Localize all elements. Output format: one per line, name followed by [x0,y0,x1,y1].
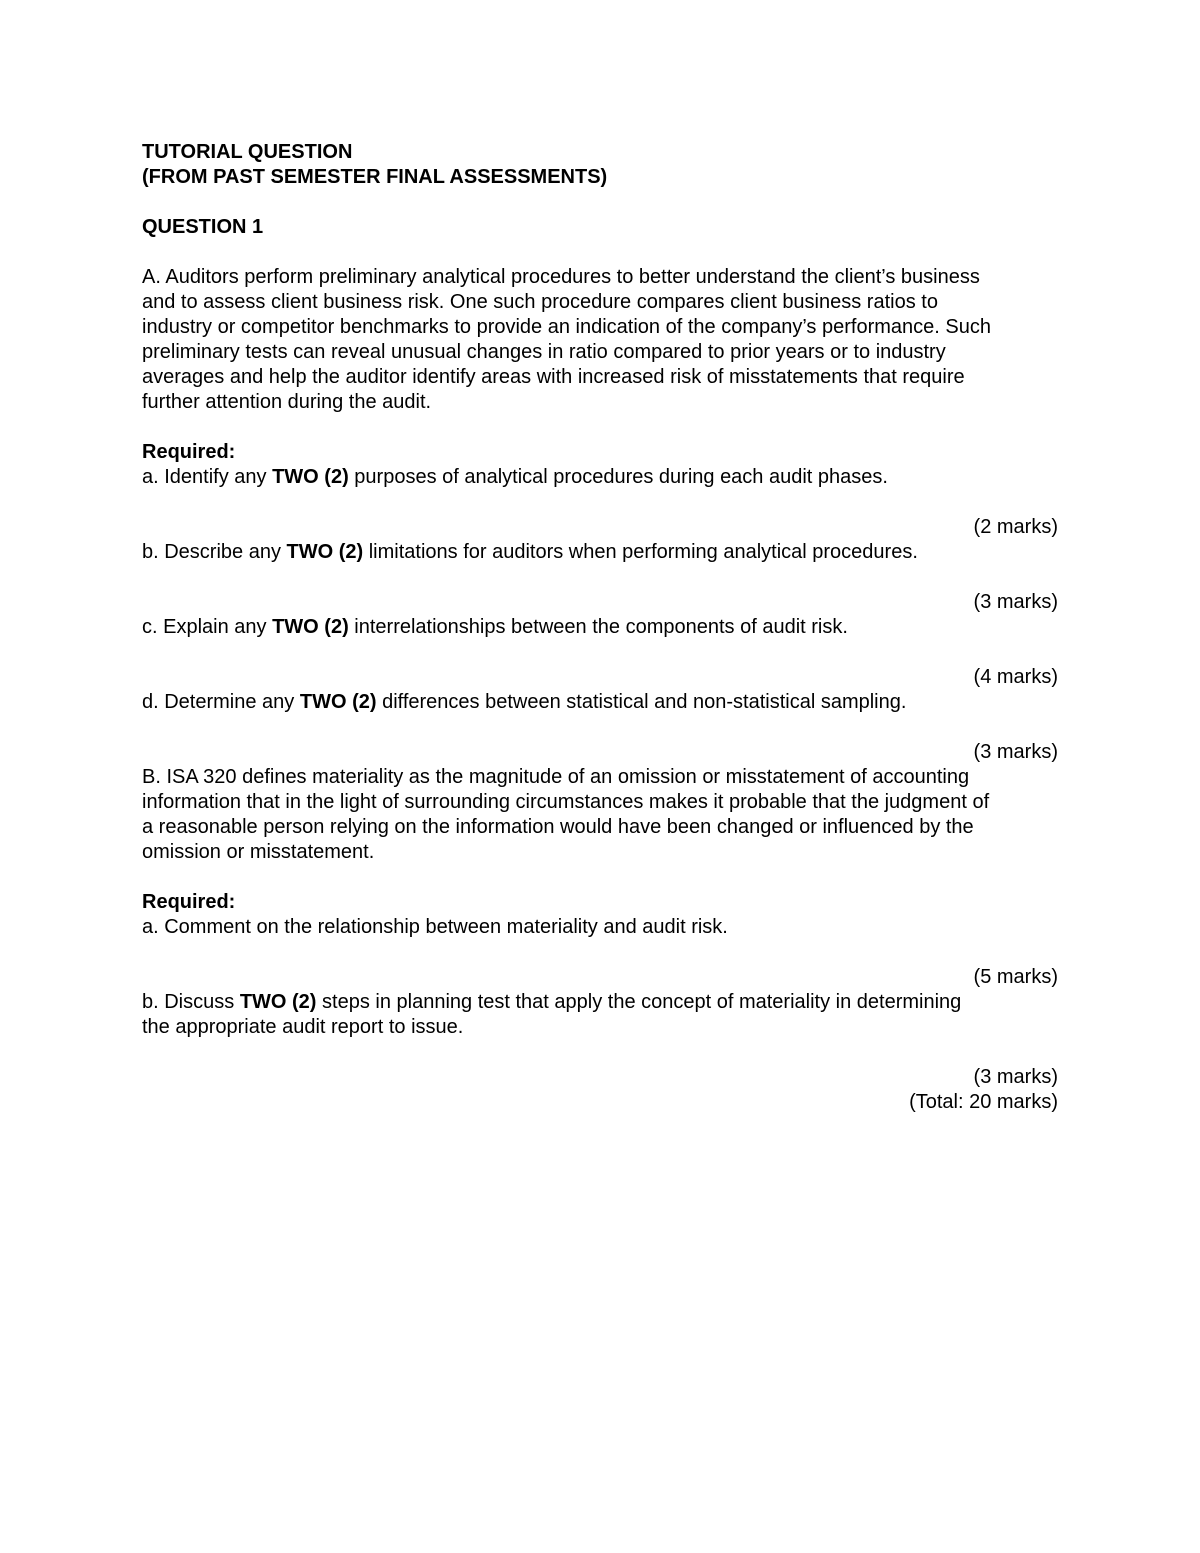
spacer [142,640,1058,665]
spacer [142,490,1058,515]
paragraph-line: averages and help the auditor identify areas with increased risk of misstatements that require [142,366,965,388]
item-text-pre: b. Discuss [142,991,240,1013]
document-heading [142,140,1058,190]
paragraph-line: industry or competitor benchmarks to provide an indication of the company’s performance. Such [142,316,991,338]
paragraph-line: A. Auditors perform preliminary analytical procedures to better understand the client’s business [142,266,980,288]
spacer [142,415,1058,440]
item-text-pre: d. Determine any [142,691,300,713]
marks-label: (3 marks) [973,1066,1058,1088]
item-text-bold: TWO (2) [272,466,349,488]
item-text-post: purposes of analytical procedures during each audit phases. [348,466,888,488]
item-text-bold: TWO (2) [239,991,317,1013]
paragraph-line: a reasonable person relying on the information would have been changed or influenced by the [142,816,974,838]
item-text-post: limitations for auditors when performing analytical procedures. [363,541,918,563]
spacer [142,865,1058,890]
paragraph-line: and to assess client business risk. One such procedure compares client business ratios to [142,291,938,313]
item-text-pre: b. Describe any [142,541,287,563]
paragraph-line: preliminary tests can reveal unusual changes in ratio compared to prior years or to industry [142,341,946,363]
question-item-b-a [142,915,1058,990]
required-label: Required: [142,441,236,463]
marks-label: (5 marks) [973,966,1058,988]
marks-label: (2 marks) [973,516,1058,538]
question-item-text [142,465,1058,490]
spacer [142,565,1058,590]
item-text-pre: a. Identify any [142,466,273,488]
question-title: QUESTION 1 [142,216,264,238]
question-item-b-b [142,990,1058,1115]
item-text-post: differences between statistical and non-statistical sampling. [376,691,907,713]
spacer [142,240,1058,265]
heading-title: TUTORIAL QUESTION [142,141,353,163]
paragraph-line: B. ISA 320 defines materiality as the magnitude of an omission or misstatement of accounting [142,766,970,788]
item-text-bold: TWO (2) [286,541,364,563]
question-item-text [142,540,1058,565]
part-b-paragraph [142,765,1058,865]
question-item-text [142,615,1058,640]
item-text-pre: c. Explain any [142,616,273,638]
heading-subtitle: (FROM PAST SEMESTER FINAL ASSESSMENTS) [142,166,608,188]
total-marks-label: (Total: 20 marks) [909,1091,1058,1113]
paragraph-line: further attention during the audit. [142,391,432,413]
item-text-bold: TWO (2) [299,691,377,713]
document-content [142,140,1058,1115]
question-item-text-continued: the appropriate audit report to issue. [142,1016,464,1038]
item-text-bold: TWO (2) [272,616,349,638]
spacer [142,715,1058,740]
spacer [142,190,1058,215]
item-text-post: interrelationships between the components of audit risk. [348,616,848,638]
marks-label: (4 marks) [973,666,1058,688]
paragraph-line: information that in the light of surrounding circumstances makes it probable that the judgment of [142,791,990,813]
marks-label: (3 marks) [973,741,1058,763]
question-item-text [142,690,1058,715]
paragraph-line: omission or misstatement. [142,841,375,863]
question-item-a [142,465,1058,540]
spacer [142,940,1058,965]
question-item-d [142,690,1058,765]
question-item-text [142,990,1058,1015]
spacer [142,1040,1058,1065]
part-a-paragraph [142,265,1058,415]
question-item-b [142,540,1058,615]
required-label: Required: [142,891,236,913]
marks-label: (3 marks) [973,591,1058,613]
question-item-text: a. Comment on the relationship between materiality and audit risk. [142,916,728,938]
question-item-c [142,615,1058,690]
item-text-post: steps in planning test that apply the concept of materiality in determining [316,991,962,1013]
